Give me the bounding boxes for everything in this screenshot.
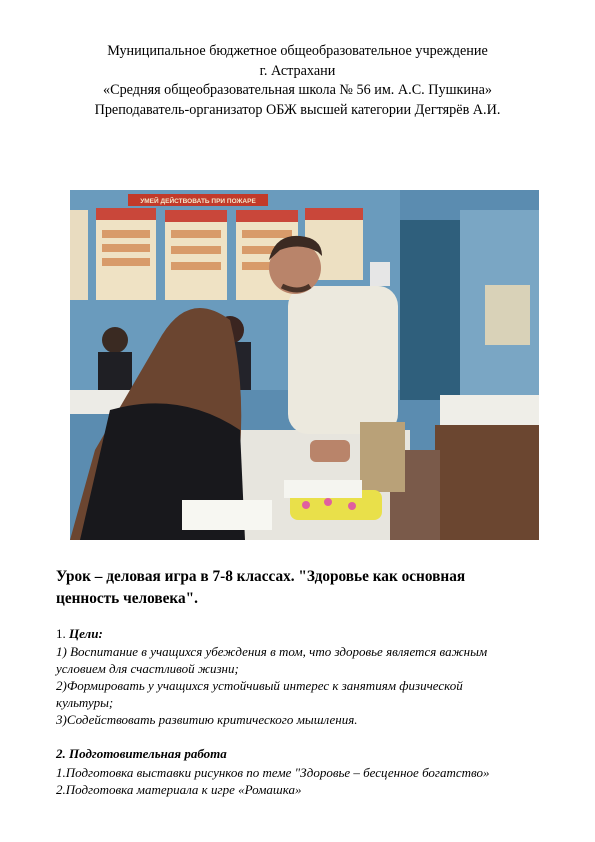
goal-line: 3)Содействовать развитию критического мышления. bbox=[56, 712, 358, 727]
preparation-list bbox=[56, 764, 556, 798]
header-teacher: Преподаватель-организатор ОБЖ высшей категории Дегтярёв А.И. bbox=[94, 101, 501, 118]
goal-line: 1) Воспитание в учащихся убеждения в том, что здоровье является важным bbox=[56, 644, 488, 659]
lesson-title bbox=[56, 566, 546, 610]
goal-line: культуры; bbox=[56, 695, 114, 710]
banner-text: УМЕЙ ДЕЙСТВОВАТЬ ПРИ ПОЖАРЕ bbox=[140, 198, 256, 205]
header-city: г. Астрахани bbox=[259, 62, 336, 79]
lesson-title-line1: Урок – деловая игра в 7-8 классах. "Здоровье как основная bbox=[56, 568, 466, 585]
goal-line: условием для счастливой жизни; bbox=[56, 661, 239, 676]
goals-list bbox=[56, 643, 556, 728]
preparation-item: 2.Подготовка материала к игре «Ромашка» bbox=[56, 782, 302, 797]
goal-line: 2)Формировать у учащихся устойчивый интерес к занятиям физической bbox=[56, 678, 463, 693]
preparation-heading: 2. Подготовительная работа bbox=[56, 746, 227, 761]
school-header bbox=[0, 42, 595, 120]
header-institution: Муниципальное бюджетное общеобразовательное учреждение bbox=[107, 43, 488, 59]
goals-heading bbox=[56, 625, 556, 642]
header-school-name: «Средняя общеобразовательная школа № 56 им. А.С. Пушкина» bbox=[103, 82, 492, 98]
lesson-title-line2: ценность человека". bbox=[56, 590, 198, 607]
goals-number: 1. bbox=[56, 626, 66, 641]
classroom-photo bbox=[70, 190, 539, 540]
goals-heading-label: Цели: bbox=[69, 626, 103, 641]
preparation-item: 1.Подготовка выставки рисунков по теме "Здоровье – бесценное богатство» bbox=[56, 765, 490, 780]
